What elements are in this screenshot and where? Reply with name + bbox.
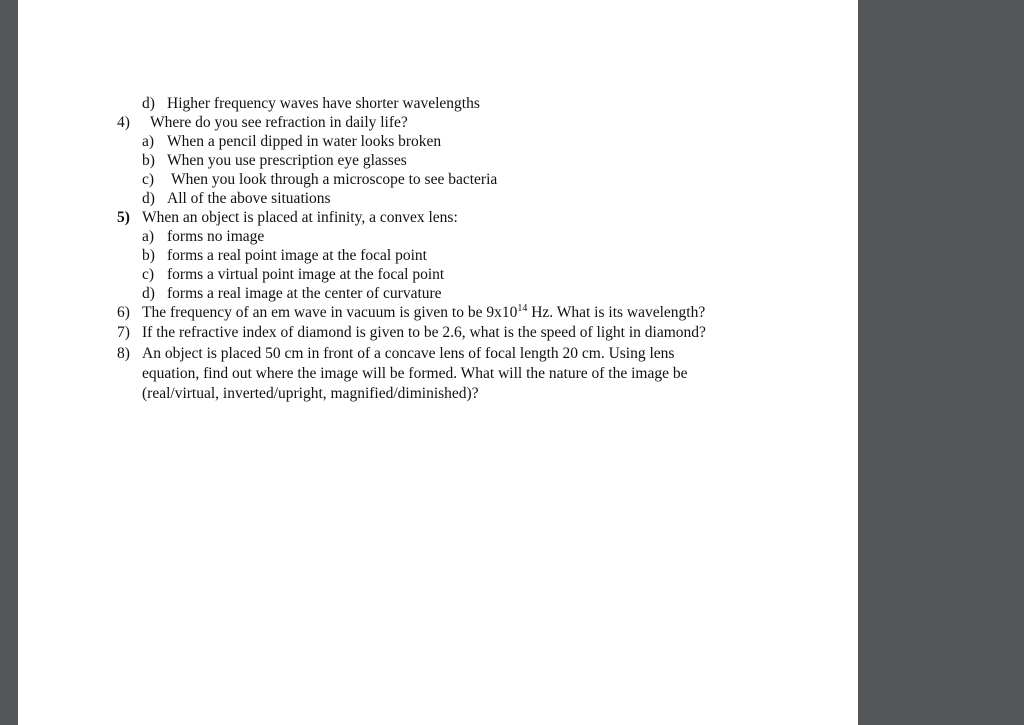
question-number: 5) <box>117 209 130 226</box>
question-text <box>142 303 705 322</box>
question-5 <box>18 208 858 227</box>
option-label: c) <box>142 266 155 283</box>
option-text: Higher frequency waves have shorter wavelengths <box>167 95 480 112</box>
question-7 <box>18 323 858 344</box>
question-number: 4) <box>117 114 130 131</box>
option-text: forms no image <box>167 228 265 245</box>
option-text: forms a virtual point image at the focal point <box>167 266 445 283</box>
question-text: When an object is placed at infinity, a convex lens: <box>142 209 458 226</box>
list-item <box>18 246 858 265</box>
option-label: c) <box>142 171 155 188</box>
option-label: a) <box>142 228 155 245</box>
exponent: 14 <box>517 303 528 314</box>
option-text: When you look through a microscope to see bacteria <box>171 171 498 188</box>
question-text-line: An object is placed 50 cm in front of a concave lens of focal length 20 cm. Using lens <box>142 345 675 362</box>
question-8 <box>18 344 858 364</box>
option-label: d) <box>142 95 155 112</box>
question-4 <box>18 113 858 132</box>
question-number: 8) <box>117 345 130 362</box>
option-label: b) <box>142 247 155 264</box>
list-item <box>18 189 858 208</box>
option-label: d) <box>142 190 155 207</box>
document-page <box>18 0 858 725</box>
list-item <box>18 132 858 151</box>
question-list <box>18 94 858 404</box>
list-item <box>18 170 858 189</box>
list-item <box>18 94 858 113</box>
question-text: Where do you see refraction in daily life? <box>150 114 408 131</box>
option-label: b) <box>142 152 155 169</box>
question-text-line: equation, find out where the image will be formed. What will the nature of the image be <box>142 365 688 382</box>
question-8-continued <box>18 384 858 404</box>
option-text: forms a real image at the center of curvature <box>167 285 442 302</box>
question-number: 7) <box>117 324 130 341</box>
list-item <box>18 265 858 284</box>
question-text-part: Hz. What is its wavelength? <box>527 304 706 321</box>
question-6 <box>18 303 858 323</box>
list-item <box>18 151 858 170</box>
question-8-continued <box>18 364 858 384</box>
option-label: a) <box>142 133 155 150</box>
question-text-line: (real/virtual, inverted/upright, magnified/diminished)? <box>142 385 479 402</box>
option-text: All of the above situations <box>167 190 331 207</box>
option-text: When a pencil dipped in water looks broken <box>167 133 442 150</box>
question-text: If the refractive index of diamond is given to be 2.6, what is the speed of light in diamond? <box>142 324 706 341</box>
option-text: When you use prescription eye glasses <box>167 152 407 169</box>
list-item <box>18 284 858 303</box>
option-label: d) <box>142 285 155 302</box>
question-text-part: The frequency of an em wave in vacuum is given to be 9x10 <box>142 304 518 321</box>
viewer-background <box>858 0 1024 725</box>
list-item <box>18 227 858 246</box>
option-text: forms a real point image at the focal point <box>167 247 427 264</box>
question-number: 6) <box>117 304 130 321</box>
